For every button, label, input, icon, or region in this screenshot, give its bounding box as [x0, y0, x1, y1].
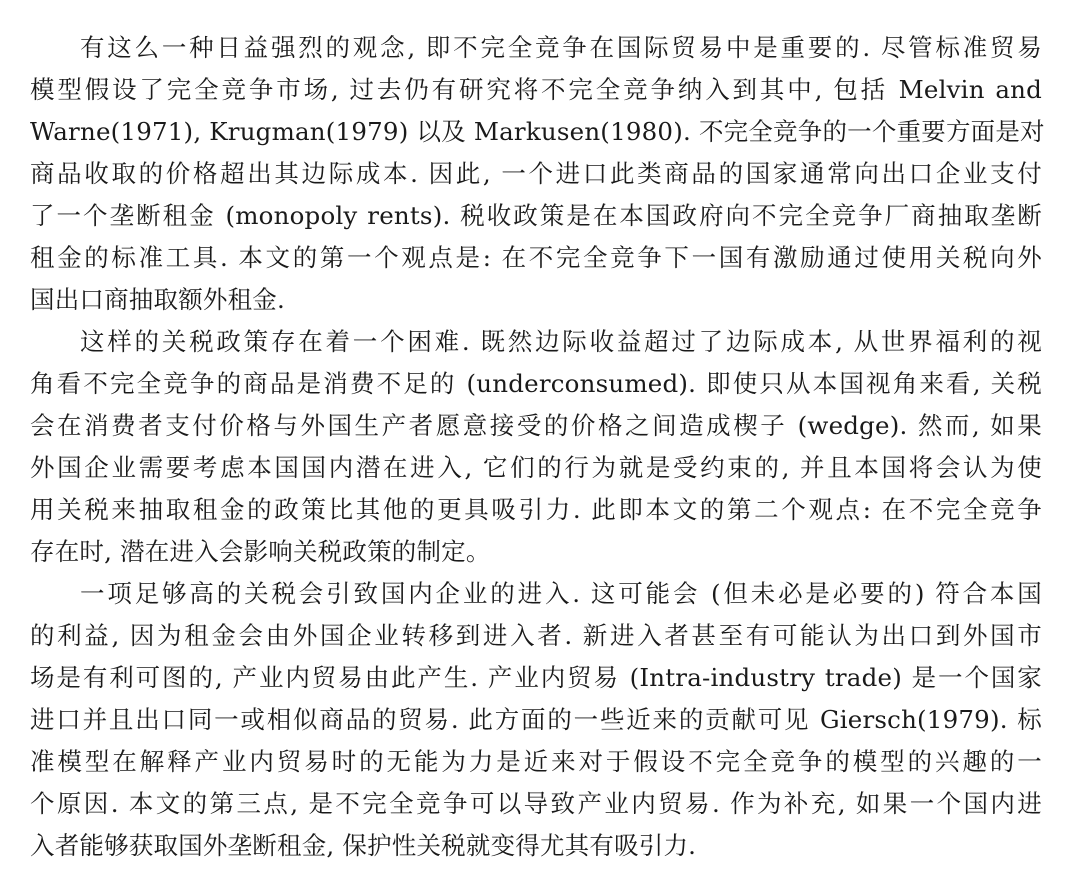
text-line: 用关税来抽取租金的政策比其他的更具吸引力. 此即本文的第二个观点: 在不完全竞争 [30, 495, 1042, 524]
text-line: 有这么一种日益强烈的观念, 即不完全竞争在国际贸易中是重要的. 尽管标准贸易 [80, 33, 1042, 62]
text-line: 了一个垄断租金 (monopoly rents). 税收政策是在本国政府向不完全竞争厂商抽取垄断 [30, 201, 1042, 230]
text-line: 一项足够高的关税会引致国内企业的进入. 这可能会 (但未必是必要的) 符合本国 [80, 579, 1042, 608]
paragraph-3 [30, 573, 1042, 867]
text-line: 场是有利可图的, 产业内贸易由此产生. 产业内贸易 (Intra-industry trade) 是一个国家 [30, 663, 1042, 692]
text-line: 商品收取的价格超出其边际成本. 因此, 一个进口此类商品的国家通常向出口企业支付 [30, 159, 1042, 188]
paragraph-1 [30, 27, 1045, 321]
text-line-last: 入者能够获取国外垄断租金, 保护性关税就变得尤其有吸引力. [30, 831, 697, 860]
text-line-last: 存在时, 潜在进入会影响关税政策的制定。 [30, 537, 491, 566]
text-line: 的利益, 因为租金会由外国企业转移到进入者. 新进入者甚至有可能认为出口到外国市 [30, 621, 1042, 650]
text-line: 角看不完全竞争的商品是消费不足的 (underconsumed). 即使只从本国视角来看, 关税 [30, 369, 1042, 398]
text-line: 这样的关税政策存在着一个困难. 既然边际收益超过了边际成本, 从世界福利的视 [80, 327, 1042, 356]
text-line-last: 国出口商抽取额外租金. [30, 285, 285, 314]
paragraph-2 [30, 321, 1042, 573]
text-line: 个原因. 本文的第三点, 是不完全竞争可以导致产业内贸易. 作为补充, 如果一个国内进 [30, 789, 1042, 818]
text-line: 准模型在解释产业内贸易时的无能为力是近来对于假设不完全竞争的模型的兴趣的一 [30, 747, 1042, 776]
text-line: 会在消费者支付价格与外国生产者愿意接受的价格之间造成楔子 (wedge). 然而, 如果 [30, 411, 1042, 440]
text-line: 租金的标准工具. 本文的第一个观点是: 在不完全竞争下一国有激励通过使用关税向外 [30, 243, 1042, 272]
text-line: 外国企业需要考虑本国国内潜在进入, 它们的行为就是受约束的, 并且本国将会认为使 [30, 453, 1042, 482]
text-line: 模型假设了完全竞争市场, 过去仍有研究将不完全竞争纳入到其中, 包括 Melvin and [30, 75, 1042, 104]
text-line: 进口并且出口同一或相似商品的贸易. 此方面的一些近来的贡献可见 Giersch(1979). 标 [30, 705, 1042, 734]
text-line: Warne(1971), Krugman(1979) 以及 Markusen(1980). 不完全竞争的一个重要方面是对 [30, 117, 1045, 146]
